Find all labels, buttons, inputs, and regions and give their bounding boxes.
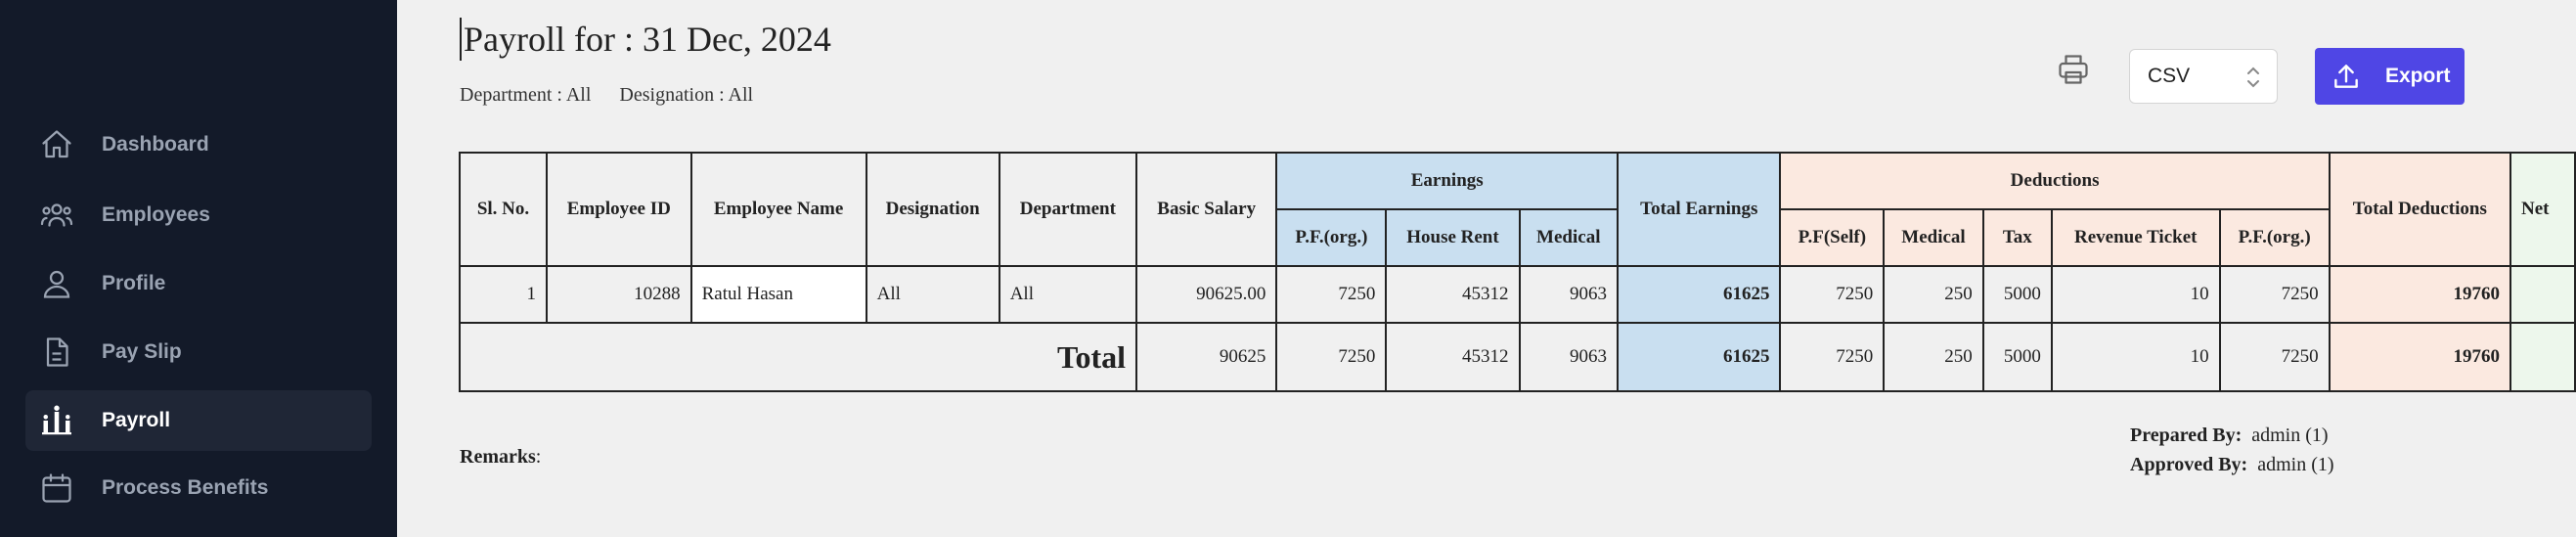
header-deductions: Deductions	[1780, 153, 2329, 209]
prepared-by	[2130, 421, 2334, 450]
header-basic-salary: Basic Salary	[1136, 153, 1276, 266]
cell-employee-id: 10288	[547, 266, 691, 323]
total-ded-revenue-ticket: 10	[2052, 323, 2220, 391]
header-ded-tax: Tax	[1983, 209, 2052, 266]
table-row	[460, 266, 2575, 323]
cell-ded-tax: 5000	[1983, 266, 2052, 323]
cell-ded-pf-org: 7250	[2220, 266, 2330, 323]
header-earn-medical: Medical	[1520, 209, 1619, 266]
sidebar-item-label: Pay Slip	[102, 340, 182, 363]
prepared-by-value: admin (1)	[2251, 425, 2329, 446]
cell-earn-medical: 9063	[1520, 266, 1619, 323]
sidebar-item-employees[interactable]	[25, 185, 372, 246]
header-ded-medical: Medical	[1884, 209, 1983, 266]
sidebar-item-label: Payroll	[102, 409, 171, 431]
total-earn-house-rent: 45312	[1386, 323, 1519, 391]
header-earn-house-rent: House Rent	[1386, 209, 1519, 266]
total-total-deductions: 19760	[2330, 323, 2510, 391]
sidebar-item-dashboard[interactable]	[25, 114, 372, 175]
payroll-table-container[interactable]	[459, 152, 2550, 392]
total-label: Total	[460, 323, 1136, 391]
cell-earn-house-rent: 45312	[1386, 266, 1519, 323]
cell-ded-revenue-ticket: 10	[2052, 266, 2220, 323]
chevron-up-down-icon	[2245, 64, 2261, 91]
table-total-row	[460, 323, 2575, 391]
department-filter: Department : All	[460, 84, 592, 106]
home-icon	[37, 125, 76, 164]
user-icon	[37, 264, 76, 303]
calendar-icon	[37, 469, 76, 508]
total-earn-medical: 9063	[1520, 323, 1619, 391]
approved-by	[2130, 450, 2334, 479]
cell-department: All	[999, 266, 1136, 323]
header-ded-pf-self: P.F(Self)	[1780, 209, 1884, 266]
total-ded-tax: 5000	[1983, 323, 2052, 391]
header-designation: Designation	[866, 153, 999, 266]
remarks-colon: :	[535, 446, 542, 468]
sidebar	[0, 0, 397, 537]
export-format-value: CSV	[2148, 65, 2191, 87]
sidebar-item-process-benefits[interactable]	[25, 458, 372, 518]
cell-ded-medical: 250	[1884, 266, 1983, 323]
cell-basic-salary: 90625.00	[1136, 266, 1276, 323]
total-earn-pf-org: 7250	[1276, 323, 1386, 391]
sidebar-item-pay-slip[interactable]	[25, 322, 372, 382]
cell-total-deductions: 19760	[2330, 266, 2510, 323]
print-button[interactable]	[2054, 49, 2093, 90]
cell-sl-no: 1	[460, 266, 547, 323]
total-ded-pf-org: 7250	[2220, 323, 2330, 391]
export-format-select[interactable]	[2129, 49, 2278, 104]
header-employee-id: Employee ID	[547, 153, 691, 266]
total-net	[2510, 323, 2575, 391]
cell-net	[2510, 266, 2575, 323]
document-icon	[37, 333, 76, 372]
approved-by-value: admin (1)	[2257, 454, 2334, 475]
signatures	[2130, 421, 2334, 479]
export-label: Export	[2385, 65, 2451, 87]
sidebar-item-profile[interactable]	[25, 253, 372, 314]
filter-summary	[460, 84, 777, 107]
approved-by-label: Approved By:	[2130, 454, 2248, 475]
total-ded-medical: 250	[1884, 323, 1983, 391]
total-ded-pf-self: 7250	[1780, 323, 1884, 391]
designation-filter: Designation : All	[619, 84, 754, 106]
upload-icon	[2331, 61, 2362, 92]
sidebar-item-label: Profile	[102, 272, 166, 294]
header-earnings: Earnings	[1276, 153, 1618, 209]
header-net: Net	[2510, 153, 2575, 266]
remarks	[460, 446, 541, 469]
payroll-table	[459, 152, 2576, 392]
cell-employee-name: Ratul Hasan	[691, 266, 866, 323]
sidebar-item-payroll[interactable]	[25, 390, 372, 451]
header-earn-pf-org: P.F.(org.)	[1276, 209, 1386, 266]
header-total-deductions: Total Deductions	[2330, 153, 2510, 266]
header-sl-no: Sl. No.	[460, 153, 547, 266]
printer-icon	[2056, 52, 2091, 87]
users-icon	[37, 196, 76, 235]
page-title: Payroll for : 31 Dec, 2024	[460, 18, 831, 61]
header-employee-name: Employee Name	[691, 153, 866, 266]
header-total-earnings: Total Earnings	[1618, 153, 1780, 266]
cell-designation: All	[866, 266, 999, 323]
payroll-icon	[37, 401, 76, 440]
prepared-by-label: Prepared By:	[2130, 425, 2243, 446]
header-ded-pf-org: P.F.(org.)	[2220, 209, 2330, 266]
total-total-earnings: 61625	[1618, 323, 1780, 391]
export-button[interactable]	[2315, 48, 2465, 105]
sidebar-item-label: Employees	[102, 203, 210, 226]
total-basic-salary: 90625	[1136, 323, 1276, 391]
header-department: Department	[999, 153, 1136, 266]
header-ded-revenue-ticket: Revenue Ticket	[2052, 209, 2220, 266]
remarks-label: Remarks	[460, 446, 536, 468]
cell-earn-pf-org: 7250	[1276, 266, 1386, 323]
sidebar-item-label: Process Benefits	[102, 476, 269, 499]
sidebar-item-label: Dashboard	[102, 133, 209, 156]
cell-ded-pf-self: 7250	[1780, 266, 1884, 323]
cell-total-earnings: 61625	[1618, 266, 1780, 323]
